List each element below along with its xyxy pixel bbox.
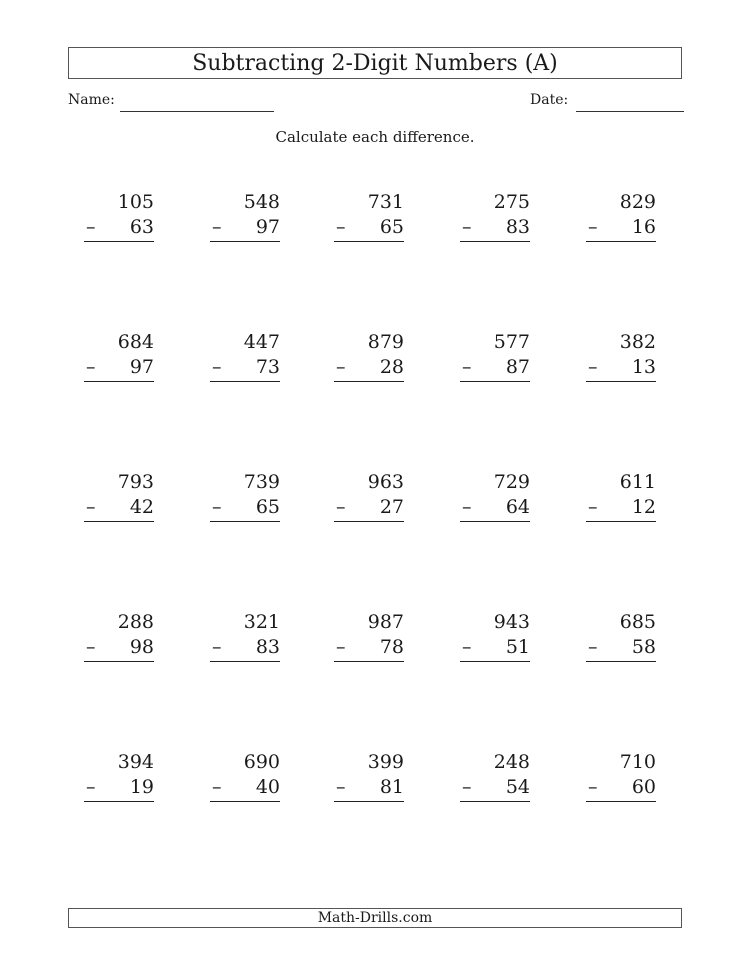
minuend: 382 xyxy=(619,331,656,353)
subtrahend: 64 xyxy=(505,496,530,518)
subtrahend: 97 xyxy=(129,356,154,378)
subtrahend-row xyxy=(586,495,656,522)
subtrahend-row xyxy=(586,635,656,662)
subtrahend-row xyxy=(460,635,530,662)
minus-sign: – xyxy=(462,636,472,658)
minuend: 793 xyxy=(117,471,154,493)
subtrahend-row xyxy=(210,215,280,242)
minuend: 710 xyxy=(619,751,656,773)
minus-sign: – xyxy=(86,496,96,518)
minus-sign: – xyxy=(588,356,598,378)
minuend: 690 xyxy=(243,751,280,773)
subtraction-problem xyxy=(210,190,280,242)
subtrahend: 97 xyxy=(255,216,280,238)
subtrahend: 40 xyxy=(255,776,280,798)
subtrahend-row xyxy=(460,775,530,802)
subtrahend-row xyxy=(334,355,404,382)
subtrahend: 87 xyxy=(505,356,530,378)
subtrahend: 27 xyxy=(379,496,404,518)
minuend: 963 xyxy=(367,471,404,493)
minus-sign: – xyxy=(212,496,222,518)
subtrahend-row xyxy=(84,215,154,242)
minus-sign: – xyxy=(212,216,222,238)
minuend: 739 xyxy=(243,471,280,493)
subtrahend: 83 xyxy=(505,216,530,238)
subtrahend: 28 xyxy=(379,356,404,378)
subtrahend-row xyxy=(334,635,404,662)
subtrahend: 12 xyxy=(631,496,656,518)
subtraction-problem xyxy=(460,750,530,802)
minuend: 248 xyxy=(493,751,530,773)
date-label: Date: xyxy=(530,92,569,108)
minus-sign: – xyxy=(462,496,472,518)
minuend: 731 xyxy=(367,191,404,213)
minus-sign: – xyxy=(336,776,346,798)
subtrahend: 13 xyxy=(631,356,656,378)
subtraction-problem xyxy=(210,750,280,802)
subtrahend-row xyxy=(210,355,280,382)
subtraction-problem xyxy=(334,470,404,522)
minus-sign: – xyxy=(86,636,96,658)
subtrahend-row xyxy=(84,635,154,662)
minuend: 577 xyxy=(493,331,530,353)
minuend: 394 xyxy=(117,751,154,773)
minus-sign: – xyxy=(86,776,96,798)
minus-sign: – xyxy=(588,636,598,658)
subtraction-problem xyxy=(84,190,154,242)
minuend: 684 xyxy=(117,331,154,353)
subtrahend-row xyxy=(84,775,154,802)
subtrahend-row xyxy=(334,775,404,802)
subtraction-problem xyxy=(460,190,530,242)
subtrahend-row xyxy=(460,215,530,242)
subtrahend: 60 xyxy=(631,776,656,798)
subtrahend: 54 xyxy=(505,776,530,798)
subtrahend: 78 xyxy=(379,636,404,658)
subtraction-problem xyxy=(586,610,656,662)
subtraction-problem xyxy=(334,190,404,242)
minuend: 611 xyxy=(619,471,656,493)
subtrahend-row xyxy=(210,635,280,662)
subtrahend-row xyxy=(586,355,656,382)
minuend: 321 xyxy=(243,611,280,633)
minuend: 829 xyxy=(619,191,656,213)
subtrahend-row xyxy=(84,355,154,382)
subtrahend: 81 xyxy=(379,776,404,798)
instructions: Calculate each difference. xyxy=(275,128,475,146)
subtrahend-row xyxy=(586,775,656,802)
subtrahend-row xyxy=(334,215,404,242)
subtrahend: 63 xyxy=(129,216,154,238)
subtraction-problem xyxy=(586,750,656,802)
subtraction-problem xyxy=(460,470,530,522)
minus-sign: – xyxy=(588,216,598,238)
worksheet-title: Subtracting 2-Digit Numbers (A) xyxy=(68,47,682,79)
minuend: 105 xyxy=(117,191,154,213)
minus-sign: – xyxy=(336,496,346,518)
minus-sign: – xyxy=(462,216,472,238)
minuend: 729 xyxy=(493,471,530,493)
minuend: 275 xyxy=(493,191,530,213)
subtrahend: 98 xyxy=(129,636,154,658)
subtraction-problem xyxy=(586,330,656,382)
subtraction-problem xyxy=(210,470,280,522)
subtrahend: 19 xyxy=(129,776,154,798)
minus-sign: – xyxy=(588,496,598,518)
subtrahend: 58 xyxy=(631,636,656,658)
subtraction-problem xyxy=(334,750,404,802)
minuend: 987 xyxy=(367,611,404,633)
subtraction-problem xyxy=(210,610,280,662)
subtraction-problem xyxy=(586,190,656,242)
minuend: 288 xyxy=(117,611,154,633)
name-date-row xyxy=(68,92,684,114)
name-blank-line xyxy=(120,111,274,112)
minus-sign: – xyxy=(336,356,346,378)
subtraction-problem xyxy=(210,330,280,382)
minuend: 943 xyxy=(493,611,530,633)
minus-sign: – xyxy=(462,356,472,378)
subtraction-problem xyxy=(84,470,154,522)
subtraction-problem xyxy=(586,470,656,522)
subtrahend-row xyxy=(84,495,154,522)
subtraction-problem xyxy=(334,330,404,382)
subtrahend-row xyxy=(460,355,530,382)
date-blank-line xyxy=(576,111,684,112)
minuend: 548 xyxy=(243,191,280,213)
minus-sign: – xyxy=(86,216,96,238)
subtrahend: 42 xyxy=(129,496,154,518)
subtraction-problem xyxy=(460,330,530,382)
subtrahend-row xyxy=(210,775,280,802)
subtrahend-row xyxy=(586,215,656,242)
minus-sign: – xyxy=(336,216,346,238)
subtrahend: 16 xyxy=(631,216,656,238)
minus-sign: – xyxy=(588,776,598,798)
minus-sign: – xyxy=(212,636,222,658)
subtraction-problem xyxy=(84,750,154,802)
subtrahend-row xyxy=(460,495,530,522)
subtrahend: 65 xyxy=(379,216,404,238)
minuend: 879 xyxy=(367,331,404,353)
subtrahend-row xyxy=(334,495,404,522)
subtraction-problem xyxy=(84,610,154,662)
minuend: 685 xyxy=(619,611,656,633)
subtraction-problem xyxy=(460,610,530,662)
subtraction-problem xyxy=(84,330,154,382)
minus-sign: – xyxy=(212,776,222,798)
minuend: 399 xyxy=(367,751,404,773)
minus-sign: – xyxy=(86,356,96,378)
minus-sign: – xyxy=(462,776,472,798)
subtrahend: 73 xyxy=(255,356,280,378)
minuend: 447 xyxy=(243,331,280,353)
subtraction-problem xyxy=(334,610,404,662)
minus-sign: – xyxy=(212,356,222,378)
subtrahend: 83 xyxy=(255,636,280,658)
subtrahend: 51 xyxy=(505,636,530,658)
subtrahend: 65 xyxy=(255,496,280,518)
subtrahend-row xyxy=(210,495,280,522)
minus-sign: – xyxy=(336,636,346,658)
name-label: Name: xyxy=(68,92,115,108)
footer-credit: Math-Drills.com xyxy=(68,908,682,928)
